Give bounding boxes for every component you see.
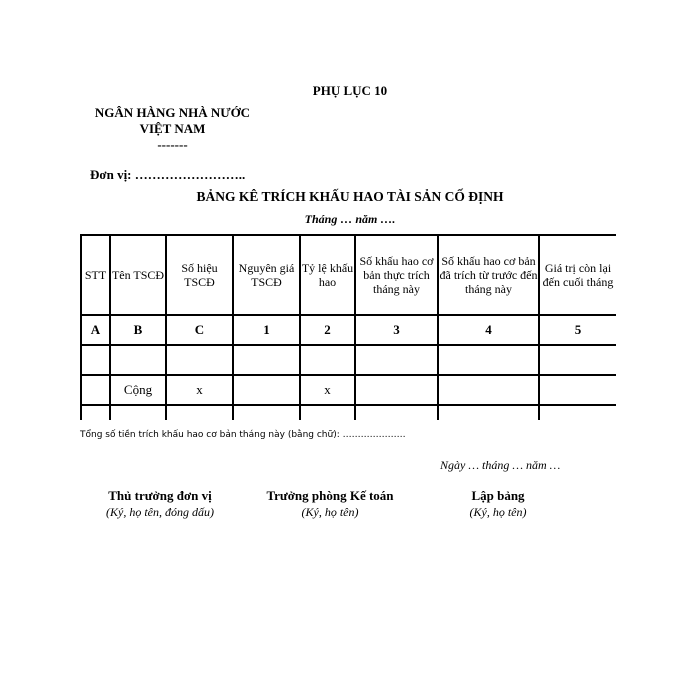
table-cell — [166, 345, 233, 375]
signature-title: Thủ trưởng đơn vị — [108, 488, 212, 503]
signature-title: Trưởng phòng Kế toán — [266, 488, 394, 503]
code-cell: 5 — [539, 315, 616, 345]
code-cell: 3 — [355, 315, 438, 345]
total-cell — [539, 375, 616, 405]
organization-header — [80, 105, 265, 153]
table-cell — [539, 405, 616, 420]
table-cell — [233, 405, 300, 420]
period-line: Tháng … năm …. — [304, 212, 396, 226]
header-cell-rate: Tỷ lệ khấu hao — [300, 235, 355, 315]
signature-block-head-of-unit — [75, 488, 245, 520]
total-cell — [81, 375, 110, 405]
table-cell — [438, 345, 539, 375]
code-cell: C — [166, 315, 233, 345]
table-code-row — [81, 315, 616, 345]
table-cell — [166, 405, 233, 420]
table-cell — [355, 405, 438, 420]
table-cell — [110, 405, 166, 420]
code-cell: B — [110, 315, 166, 345]
header-cell-accumulated-depreciation: Số khấu hao cơ bản đã trích từ trước đến tháng này — [438, 235, 539, 315]
total-cell: x — [300, 375, 355, 405]
appendix-label: PHỤ LỤC 10 — [312, 83, 388, 98]
table-continuation-row — [81, 405, 616, 420]
table-cell — [233, 345, 300, 375]
total-label-cell: Cộng — [110, 375, 166, 405]
total-cell — [355, 375, 438, 405]
table-cell — [81, 345, 110, 375]
document-title: BẢNG KÊ TRÍCH KHẤU HAO TÀI SẢN CỐ ĐỊNH — [196, 189, 504, 204]
signature-title: Lập bảng — [471, 488, 525, 503]
unit-field: Đơn vị: …………………….. — [90, 167, 246, 182]
signature-block-chief-accountant — [245, 488, 415, 520]
table-cell — [81, 405, 110, 420]
table-blank-row — [81, 345, 616, 375]
table-cell — [539, 345, 616, 375]
table-total-row — [81, 375, 616, 405]
signature-note: (Ký, họ tên, đóng dấu) — [106, 505, 214, 519]
header-cell-original-cost: Nguyên giá TSCĐ — [233, 235, 300, 315]
table-header-row — [81, 235, 616, 315]
header-cell-asset-name: Tên TSCĐ — [110, 235, 166, 315]
signature-note: (Ký, họ tên) — [469, 505, 527, 519]
table-cell — [438, 405, 539, 420]
code-cell: 1 — [233, 315, 300, 345]
organization-name-line2: VIỆT NAM — [139, 121, 206, 136]
table-cell — [110, 345, 166, 375]
header-cell-stt: STT — [81, 235, 110, 315]
total-in-words-line: Tổng số tiền trích khấu hao cơ bản tháng này (bằng chữ): ………………… — [80, 430, 406, 440]
signature-note: (Ký, họ tên) — [301, 505, 359, 519]
organization-rule: ------- — [157, 137, 188, 152]
code-cell: A — [81, 315, 110, 345]
header-cell-remaining-value: Giá trị còn lại đến cuối tháng — [539, 235, 616, 315]
total-cell: x — [166, 375, 233, 405]
date-line: Ngày … tháng … năm … — [440, 458, 561, 472]
signature-block-preparer — [413, 488, 583, 520]
total-cell — [233, 375, 300, 405]
code-cell: 4 — [438, 315, 539, 345]
table-cell — [300, 345, 355, 375]
table-cell — [300, 405, 355, 420]
header-cell-asset-code: Số hiệu TSCĐ — [166, 235, 233, 315]
header-cell-month-depreciation: Số khấu hao cơ bản thực trích tháng này — [355, 235, 438, 315]
organization-name-line1: NGÂN HÀNG NHÀ NƯỚC — [94, 105, 251, 120]
depreciation-table — [80, 234, 616, 420]
table-cell — [355, 345, 438, 375]
code-cell: 2 — [300, 315, 355, 345]
total-cell — [438, 375, 539, 405]
